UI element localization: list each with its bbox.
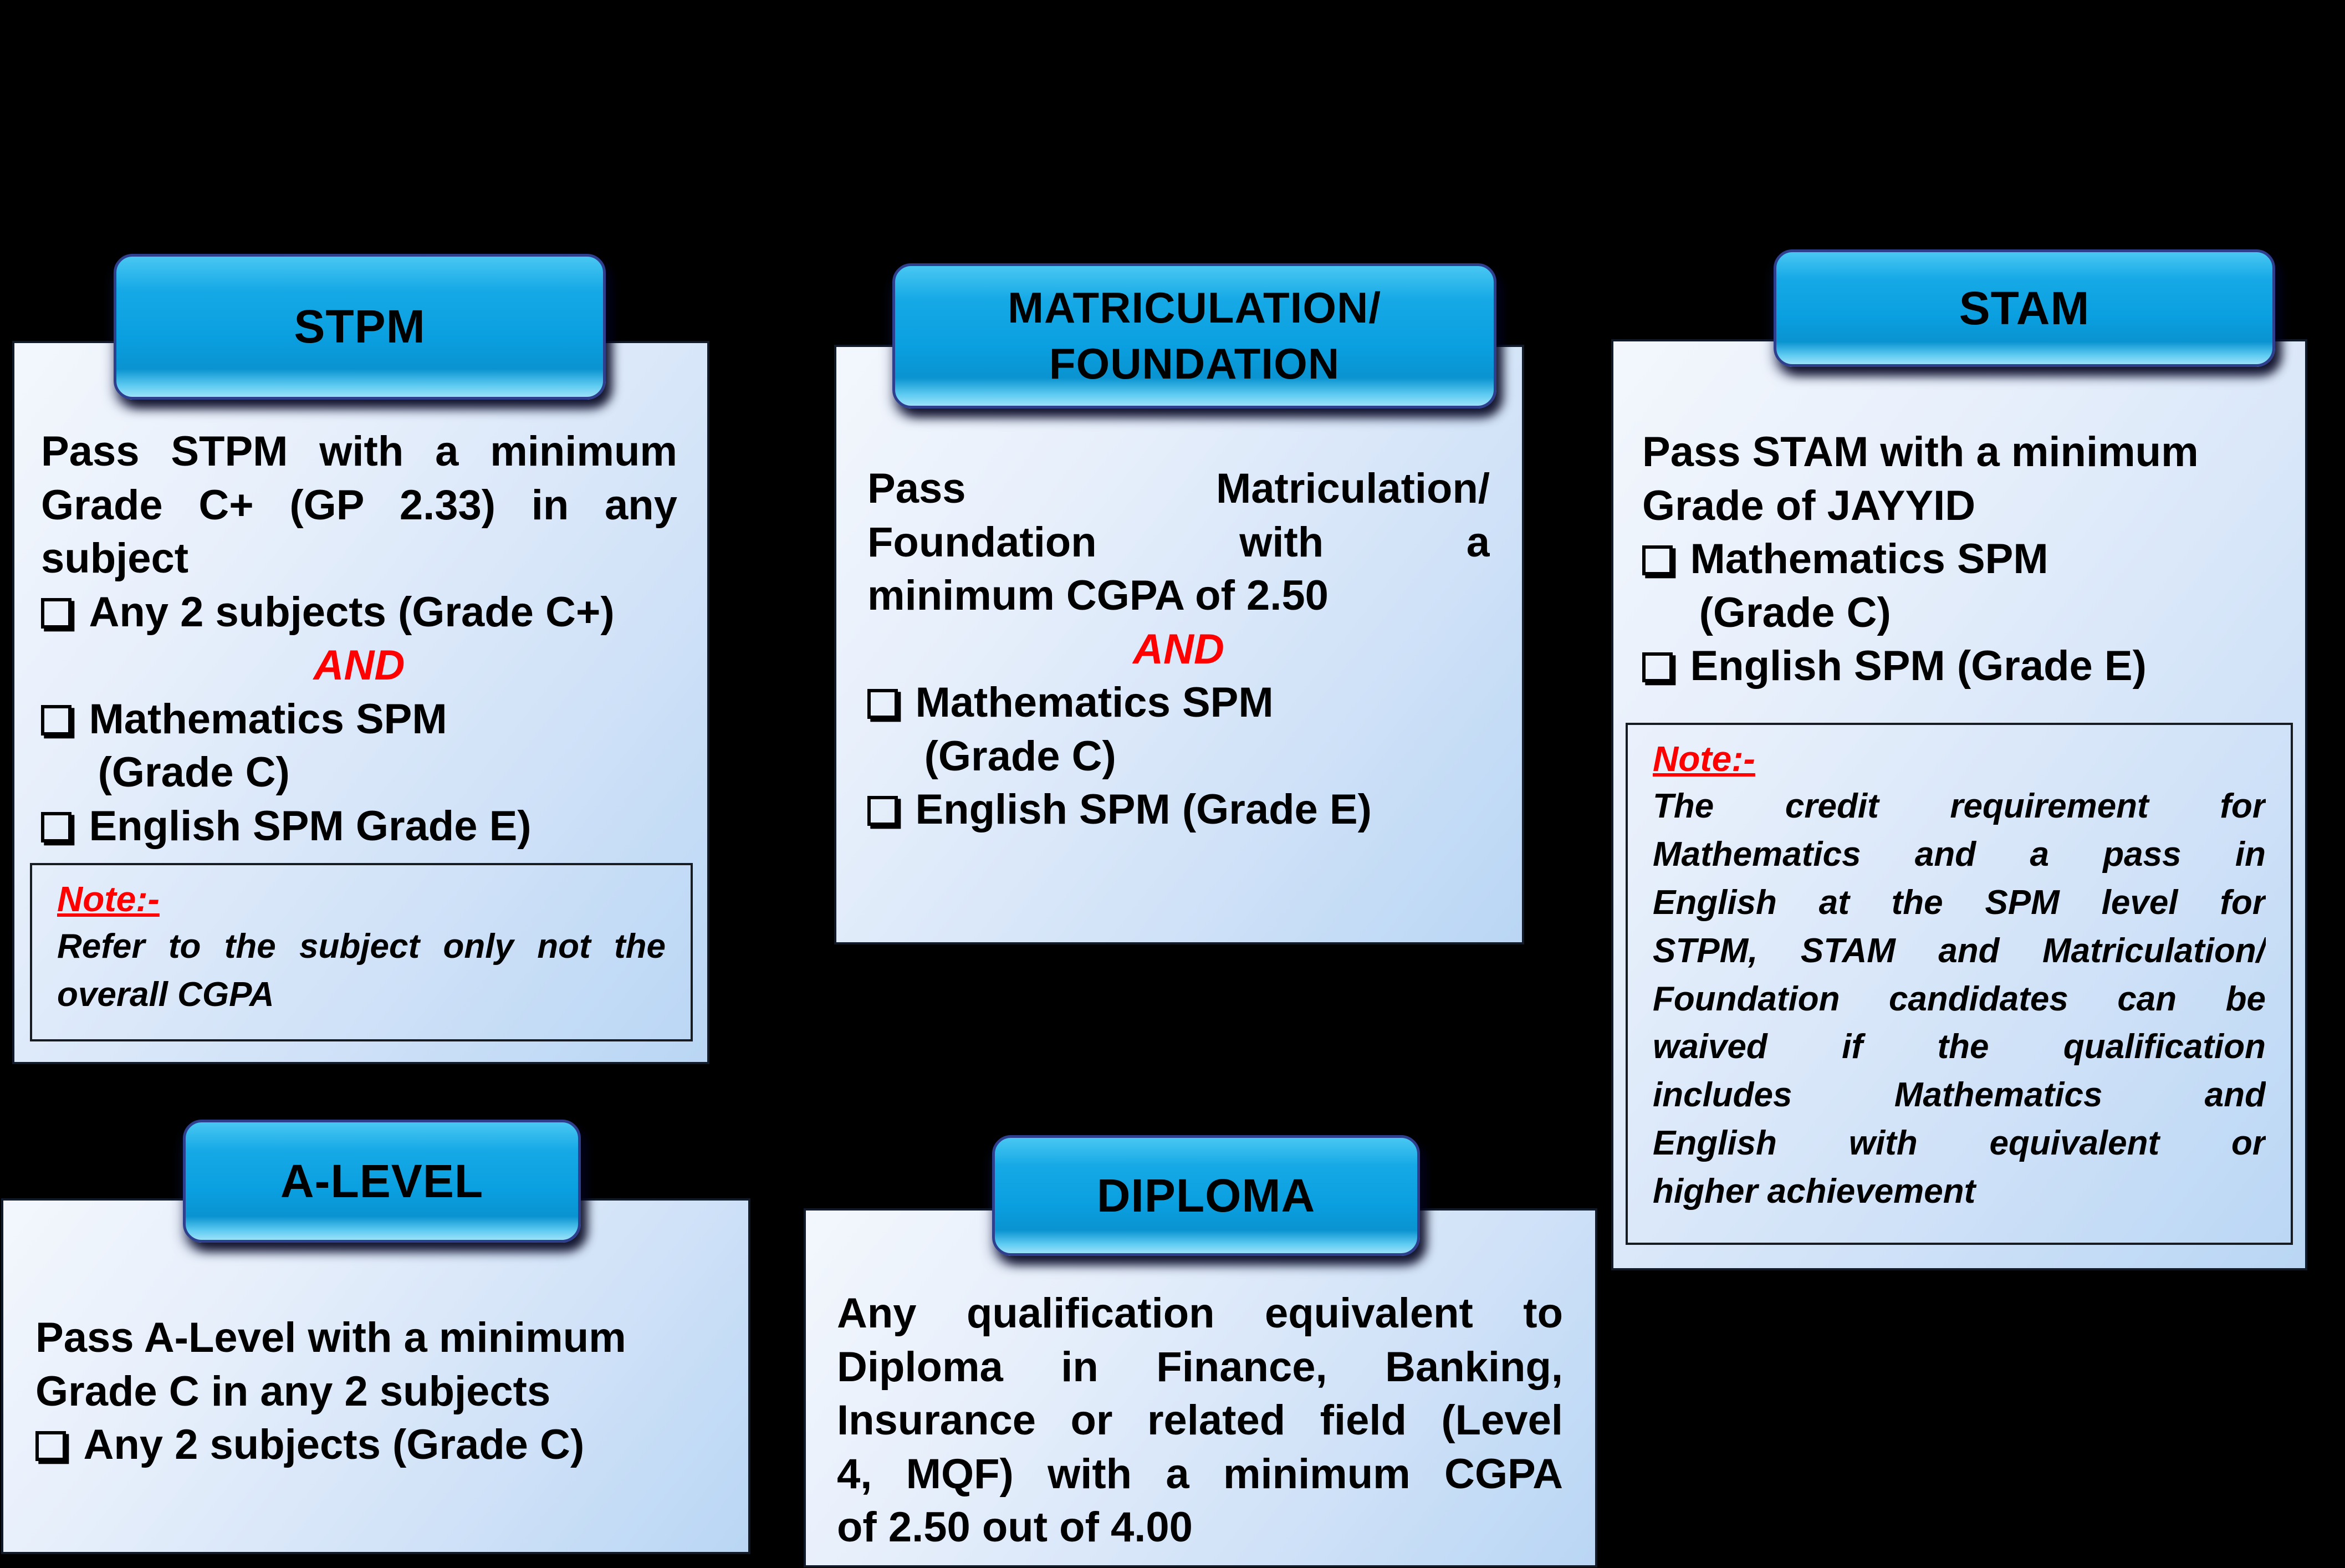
stpm-bullet-text: Any 2 subjects (Grade C+) [89, 588, 615, 636]
stam-bullet-continuation: (Grade C) [1699, 589, 1891, 636]
stpm-bullet-text: English SPM Grade E) [89, 802, 532, 850]
stpm-bullet-item [41, 586, 677, 640]
stpm-bullet-item [41, 693, 677, 747]
stam-tab [1774, 249, 2275, 367]
matric-body [834, 345, 1524, 944]
checkbox-bullet-icon [1642, 545, 1673, 576]
stpm-tab [114, 254, 606, 400]
matric-bullet-text: English SPM (Grade E) [915, 786, 1372, 834]
stam-body [1611, 339, 2307, 1270]
stam-bullet-item [1642, 533, 2273, 586]
stam-note-line: English at the SPM level for [1653, 883, 2266, 922]
stpm-para-line: subject [41, 535, 189, 583]
matric-and-label: AND [1133, 625, 1224, 673]
matric-para-line: Pass Matriculation/ [867, 465, 1490, 512]
diploma-para-line: Insurance or related field (Level [837, 1397, 1563, 1444]
stam-note-line: Foundation candidates can be [1653, 979, 2266, 1018]
stam-note-line: waived if the qualification [1653, 1028, 2266, 1066]
alevel-bullet-item [35, 1418, 715, 1472]
stpm-bullet-item [41, 800, 677, 854]
stam-para-line: Grade of JAYYID [1642, 482, 1976, 529]
stpm-note-box [30, 863, 693, 1041]
stam-note-box [1626, 723, 2293, 1245]
matric-bullet-text: Mathematics SPM [915, 679, 1274, 727]
matric-bullet-item [867, 783, 1490, 837]
alevel-para-line: Pass A-Level with a minimum [35, 1314, 626, 1361]
alevel-tab-label: A-LEVEL [280, 1155, 484, 1207]
alevel-bullet-text: Any 2 subjects (Grade C) [83, 1421, 585, 1469]
stpm-and-label: AND [313, 642, 405, 689]
diploma-tab [992, 1135, 1420, 1256]
stam-note-line: The credit requirement for [1653, 787, 2266, 826]
alevel-tab [183, 1120, 581, 1243]
checkbox-bullet-icon [35, 1431, 66, 1462]
stam-note-line: STPM, STAM and Matriculation/ [1653, 931, 2266, 970]
diploma-body [804, 1208, 1597, 1567]
matric-para-line: minimum CGPA of 2.50 [867, 572, 1329, 620]
matric-bullet-continuation: (Grade C) [924, 732, 1116, 780]
matric-tab-label-line2: FOUNDATION [1049, 339, 1340, 388]
stpm-note-title: Note:- [57, 879, 160, 919]
alevel-para-line: Grade C in any 2 subjects [35, 1367, 551, 1415]
stpm-note-line: Refer to the subject only not the [57, 927, 666, 966]
stpm-bullet-continuation: (Grade C) [98, 749, 290, 796]
stam-note-line: Mathematics and a pass in [1653, 835, 2266, 874]
stam-note-line: includes Mathematics and [1653, 1076, 2266, 1115]
matric-bullet-item [867, 676, 1490, 730]
stpm-note-line: overall CGPA [57, 975, 274, 1014]
stam-bullet-text: Mathematics SPM [1690, 535, 2048, 583]
checkbox-bullet-icon [41, 705, 71, 736]
stam-note-line: higher achievement [1653, 1172, 1976, 1211]
stam-bullet-text: English SPM (Grade E) [1690, 642, 2147, 690]
checkbox-bullet-icon [41, 598, 71, 629]
checkbox-bullet-icon [1642, 652, 1673, 683]
matric-tab [892, 263, 1496, 408]
stpm-bullet-text: Mathematics SPM [89, 695, 447, 743]
diploma-tab-label: DIPLOMA [1096, 1169, 1316, 1222]
diploma-para-line: Any qualification equivalent to [837, 1290, 1563, 1337]
diploma-para-line: 4, MQF) with a minimum CGPA [837, 1450, 1563, 1498]
stpm-tab-label: STPM [294, 300, 426, 353]
diploma-para-line: of 2.50 out of 4.00 [837, 1504, 1193, 1551]
stam-bullet-item [1642, 640, 2273, 693]
alevel-body [1, 1198, 750, 1554]
diploma-para-line: Diploma in Finance, Banking, [837, 1343, 1563, 1391]
matric-tab-label-line1: MATRICULATION/ [1008, 283, 1381, 332]
stam-para-line: Pass STAM with a minimum [1642, 428, 2199, 476]
stpm-para-line: Grade C+ (GP 2.33) in any [41, 481, 677, 529]
stpm-para-line: Pass STPM with a minimum [41, 428, 677, 475]
checkbox-bullet-icon [867, 689, 898, 719]
checkbox-bullet-icon [867, 796, 898, 826]
stam-note-line: English with equivalent or [1653, 1123, 2266, 1162]
stam-tab-label: STAM [1959, 282, 2090, 334]
stpm-body [12, 341, 709, 1064]
checkbox-bullet-icon [41, 812, 71, 842]
matric-para-line: Foundation with a [867, 518, 1490, 566]
stam-note-title: Note:- [1653, 739, 1755, 779]
